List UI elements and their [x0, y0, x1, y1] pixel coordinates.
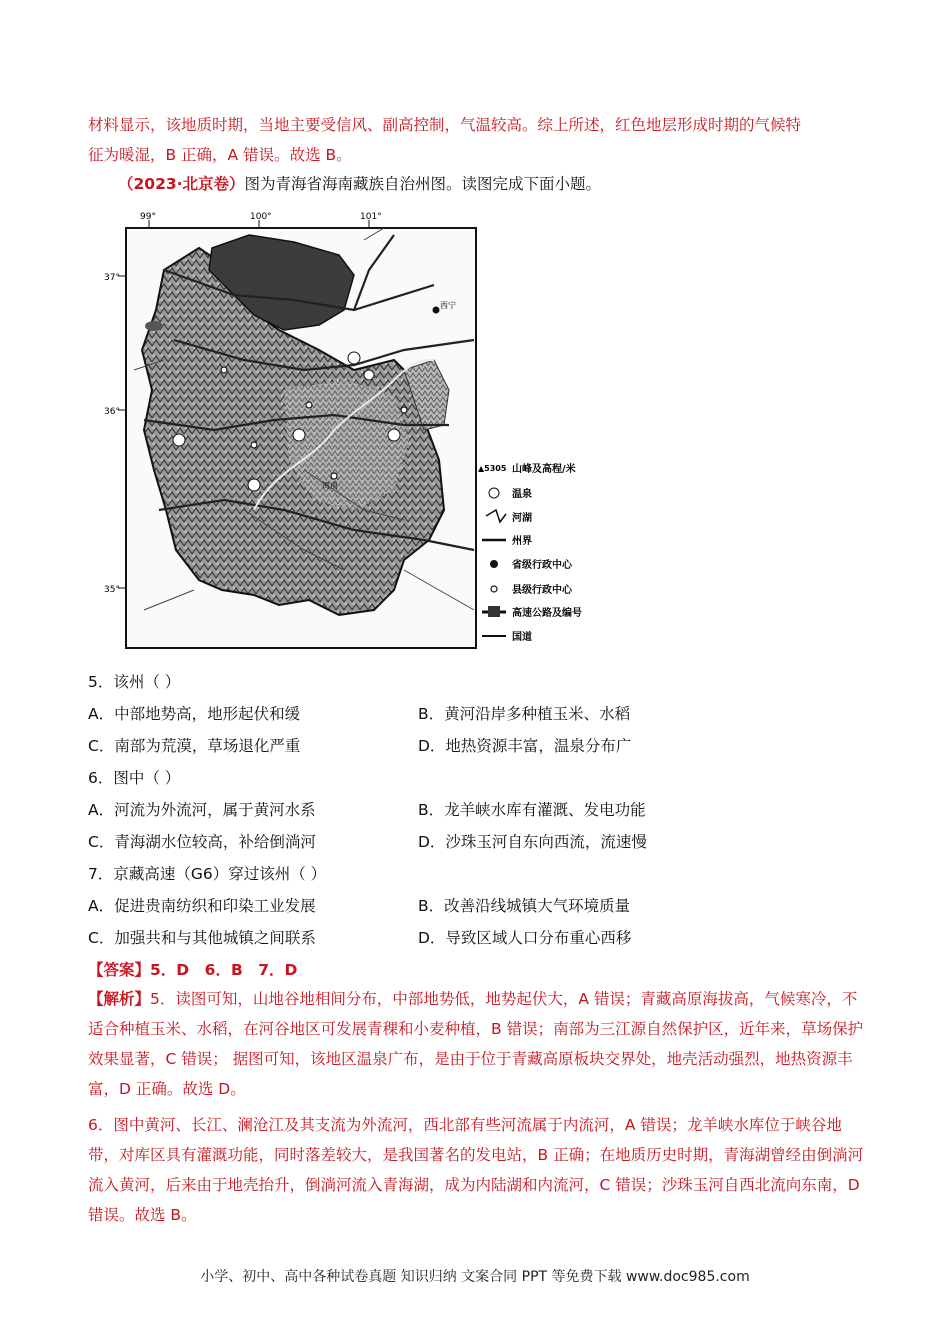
- q7-option-d[interactable]: D．导致区域人口分布重心西移: [418, 929, 632, 947]
- map-legend: [478, 462, 582, 643]
- legend-hot-spring: 温泉: [512, 489, 532, 500]
- lat-label-37: 37°: [104, 273, 120, 283]
- lon-label-100: 100°: [250, 212, 272, 222]
- legend-symbol-peak: ▲5305: [478, 464, 507, 473]
- lat-label-36: 36°: [104, 407, 120, 417]
- q5-option-d[interactable]: D．地热资源丰富，温泉分布广: [418, 737, 632, 755]
- q6-option-a[interactable]: A．河流为外流河，属于黄河水系: [88, 801, 316, 819]
- legend-river-lake: 河湖: [512, 513, 532, 524]
- lon-label-101: 101°: [360, 212, 382, 222]
- q5-option-b[interactable]: B．黄河沿岸多种植玉米、水稻: [418, 705, 631, 723]
- question-source: （2023·北京卷）: [118, 175, 245, 193]
- place-xining: 西宁: [440, 301, 456, 310]
- question-intro-text: 图为青海省海南藏族自治州图。读图完成下面小题。: [244, 175, 602, 193]
- analysis-q6: 6．图中黄河、长江、澜沧江及其支流为外流河，西北部有些河流属于内流河，A 错误；龙羊峡水库位于峡谷地带，对库区具有灌溉功能，同时落差较大，是我国著名的发电站，B 正确；在地质历史时期，青海湖曾经由倒淌河流入黄河，后来由于地壳抬升，倒淌河流入青海湖，成为内陆湖和内流河，C 错误；沙珠玉河自西北流向东南，D 错误。故选 B。: [88, 1116, 864, 1224]
- legend-boundary: 州界: [512, 536, 532, 547]
- q7-option-b[interactable]: B．改善沿线城镇大气环境质量: [418, 897, 631, 915]
- q6-option-b[interactable]: B．龙羊峡水库有灌溉、发电功能: [418, 801, 646, 819]
- answer-text: 5．D 6．B 7．D: [150, 961, 298, 979]
- legend-county-center: 县级行政中心: [512, 585, 572, 596]
- q6-option-c[interactable]: C．青海湖水位较高，补给倒淌河: [88, 833, 316, 851]
- q7-option-c[interactable]: C．加强共和与其他城镇之间联系: [88, 929, 316, 947]
- hainan-prefecture-map: [104, 210, 604, 655]
- lat-label-35: 35°: [104, 585, 120, 595]
- q6-stem: 6．图中（ ）: [88, 769, 181, 787]
- q5-stem: 5．该州（ ）: [88, 673, 181, 691]
- legend-provincial-center: 省级行政中心: [512, 560, 572, 571]
- q6-option-d[interactable]: D．沙珠玉河自东向西流，流速慢: [418, 833, 647, 851]
- analysis-q5: [88, 984, 868, 1104]
- place-guinan: 贵南: [322, 481, 338, 490]
- q5-option-c[interactable]: C．南部为荒漠，草场退化严重: [88, 737, 301, 755]
- q5-option-a[interactable]: A．中部地势高，地形起伏和缓: [88, 705, 301, 723]
- q7-stem: 7．京藏高速（G6）穿过该州（ ）: [88, 865, 327, 883]
- q7-option-a[interactable]: A．促进贵南纺织和印染工业发展: [88, 897, 316, 915]
- intro-paragraph: [88, 110, 868, 170]
- lon-label-99: 99°: [140, 212, 156, 222]
- analysis-q5-text: 5．读图可知，山地谷地相间分布，中部地势低，地势起伏大，A 错误；青藏高原海拔高，气候寒冷，不适合种植玉米、水稻，在河谷地区可发展青稞和小麦种植，B 错误；南部为三江源自然保护区，近年来，草场保护效果显著，C 错误； 据图可知，该地区温泉广布，是由于位于青藏高原板块交界处，地壳活动强烈，地热资源丰富，D 正确。故选 D。: [88, 990, 864, 1098]
- analysis-label: 【解析】: [88, 990, 151, 1008]
- intro-line-1: 材料显示，该地质时期，当地主要受信风、副高控制，气温较高。综上所述，红色地层形成时期的气候特: [88, 116, 802, 134]
- answer-label: 【答案】: [88, 961, 151, 979]
- intro-line-2: 征为暖湿，B 正确，A 错误。故选 B。: [88, 146, 352, 164]
- page-footer: 小学、初中、高中各种试卷真题 知识归纳 文案合同 PPT 等免费下载 www.doc985.com: [200, 1269, 750, 1285]
- legend-peak: 山峰及高程/米: [512, 464, 576, 475]
- answer-line: [88, 958, 297, 982]
- legend-national-road: 国道: [512, 632, 532, 643]
- legend-expressway: 高速公路及编号: [512, 608, 582, 619]
- question-header: [118, 172, 601, 196]
